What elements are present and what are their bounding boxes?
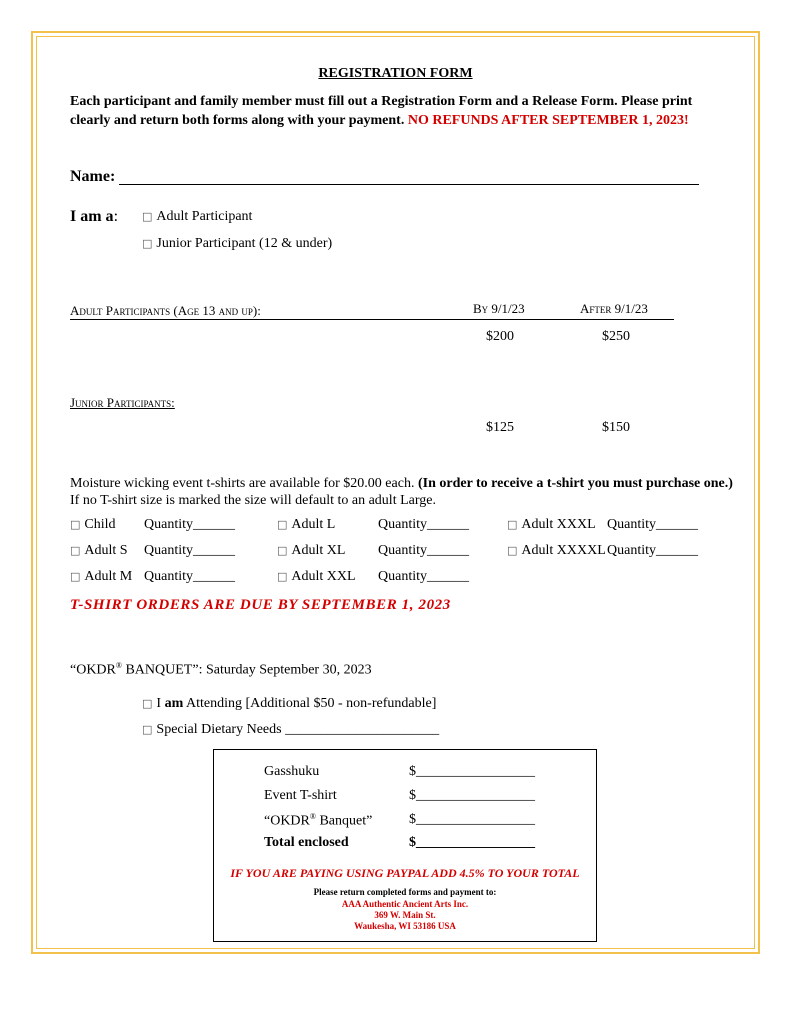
size-adult-l-option[interactable]: □ Adult L — [277, 517, 336, 532]
checkbox-icon[interactable]: □ — [70, 544, 81, 557]
dietary-needs-field[interactable]: Special Dietary Needs ______________________ — [156, 722, 440, 737]
name-label: Name: — [70, 168, 116, 185]
summary-total-label: Total enclosed — [264, 835, 349, 850]
name-field[interactable] — [119, 184, 699, 185]
paypal-notice: IF YOU ARE PAYING USING PAYPAL ADD 4.5% TO YOUR TOTAL — [230, 866, 580, 880]
summary-total-field[interactable]: $_________________ — [409, 835, 535, 850]
pricing-header-rule — [70, 319, 674, 320]
summary-tshirt-label: Event T-shirt — [264, 788, 337, 803]
dietary-needs-option[interactable] — [142, 722, 439, 738]
tshirt-due-notice: T-SHIRT ORDERS ARE DUE BY SEPTEMBER 1, 2023 — [70, 597, 451, 613]
size-adult-xxxl-option[interactable]: □ Adult XXXL — [507, 517, 596, 532]
checkbox-icon[interactable]: □ — [142, 723, 153, 736]
tshirt-info: Moisture wicking event t-shirts are available for $20.00 each. (In order to receive a t-shirt you must purchase one.) — [70, 476, 733, 491]
junior-after-price: $150 — [602, 420, 630, 435]
col-after-date: After 9/1/23 — [580, 301, 648, 316]
junior-participant-option[interactable]: □ Junior Participant (12 & under) — [142, 236, 333, 251]
checkbox-icon[interactable]: □ — [142, 210, 153, 223]
checkbox-icon[interactable]: □ — [277, 544, 288, 557]
summary-banquet-label: “OKDR® Banquet” — [264, 812, 373, 829]
address-line-2: 369 W. Main St. — [374, 910, 436, 920]
quantity-adult-xl-field[interactable]: Quantity______ — [378, 543, 469, 558]
no-refunds-notice: NO REFUNDS AFTER SEPTEMBER 1, 2023! — [407, 113, 689, 128]
summary-gasshuku-field[interactable]: $_________________ — [409, 764, 535, 779]
i-am-a-label: I am a: — [70, 208, 119, 225]
quantity-adult-xxxxl-field[interactable]: Quantity______ — [607, 543, 698, 558]
address-line-1: AAA Authentic Ancient Arts Inc. — [341, 899, 469, 909]
checkbox-icon[interactable]: □ — [277, 570, 288, 583]
quantity-adult-xxxl-field[interactable]: Quantity______ — [607, 517, 698, 532]
intro-text: Each participant and family member must fill out a Registration Form and a Release Form. Please print clearly and return both forms along with your payment. — [70, 94, 693, 128]
quantity-adult-l-field[interactable]: Quantity______ — [378, 517, 469, 532]
checkbox-icon[interactable]: □ — [277, 518, 288, 531]
form-title: REGISTRATION FORM — [318, 66, 473, 81]
intro-paragraph — [70, 92, 730, 130]
checkbox-icon[interactable]: □ — [142, 697, 153, 710]
adult-after-price: $250 — [602, 329, 630, 344]
size-adult-xxxxl-option[interactable]: □ Adult XXXXL — [507, 543, 606, 558]
size-adult-m-option[interactable]: □ Adult M — [70, 569, 133, 584]
return-instructions: Please return completed forms and payment to: — [313, 887, 497, 897]
size-adult-s-option[interactable]: □ Adult S — [70, 543, 128, 558]
summary-gasshuku-label: Gasshuku — [264, 764, 320, 779]
adult-pricing-header: Adult Participants (Age 13 and up): — [70, 303, 261, 318]
tshirt-default-note: If no T-shirt size is marked the size will default to an adult Large. — [70, 493, 436, 508]
checkbox-icon[interactable]: □ — [507, 544, 518, 557]
adult-participant-option[interactable]: □ Adult Participant — [142, 209, 253, 224]
col-by-date: By 9/1/23 — [473, 301, 525, 316]
size-adult-xl-option[interactable]: □ Adult XL — [277, 543, 346, 558]
quantity-adult-s-field[interactable]: Quantity______ — [144, 543, 235, 558]
address-line-3: Waukesha, WI 53186 USA — [354, 921, 456, 931]
summary-banquet-field[interactable]: $_________________ — [409, 812, 535, 827]
adult-by-price: $200 — [486, 329, 514, 344]
size-child-option[interactable]: □ Child — [70, 517, 116, 532]
banquet-title: “OKDR® BANQUET”: Saturday September 30, 2023 — [70, 661, 372, 678]
quantity-adult-m-field[interactable]: Quantity______ — [144, 569, 235, 584]
summary-tshirt-field[interactable]: $_________________ — [409, 788, 535, 803]
quantity-adult-xxl-field[interactable]: Quantity______ — [378, 569, 469, 584]
checkbox-icon[interactable]: □ — [70, 570, 81, 583]
checkbox-icon[interactable]: □ — [507, 518, 518, 531]
quantity-child-field[interactable]: Quantity______ — [144, 517, 235, 532]
size-adult-xxl-option[interactable]: □ Adult XXL — [277, 569, 356, 584]
checkbox-icon[interactable]: □ — [70, 518, 81, 531]
checkbox-icon[interactable]: □ — [142, 237, 153, 250]
junior-by-price: $125 — [486, 420, 514, 435]
banquet-attending-option[interactable]: □ I am Attending [Additional $50 - non-refundable] — [142, 696, 437, 711]
junior-pricing-header: Junior Participants: — [70, 395, 175, 410]
